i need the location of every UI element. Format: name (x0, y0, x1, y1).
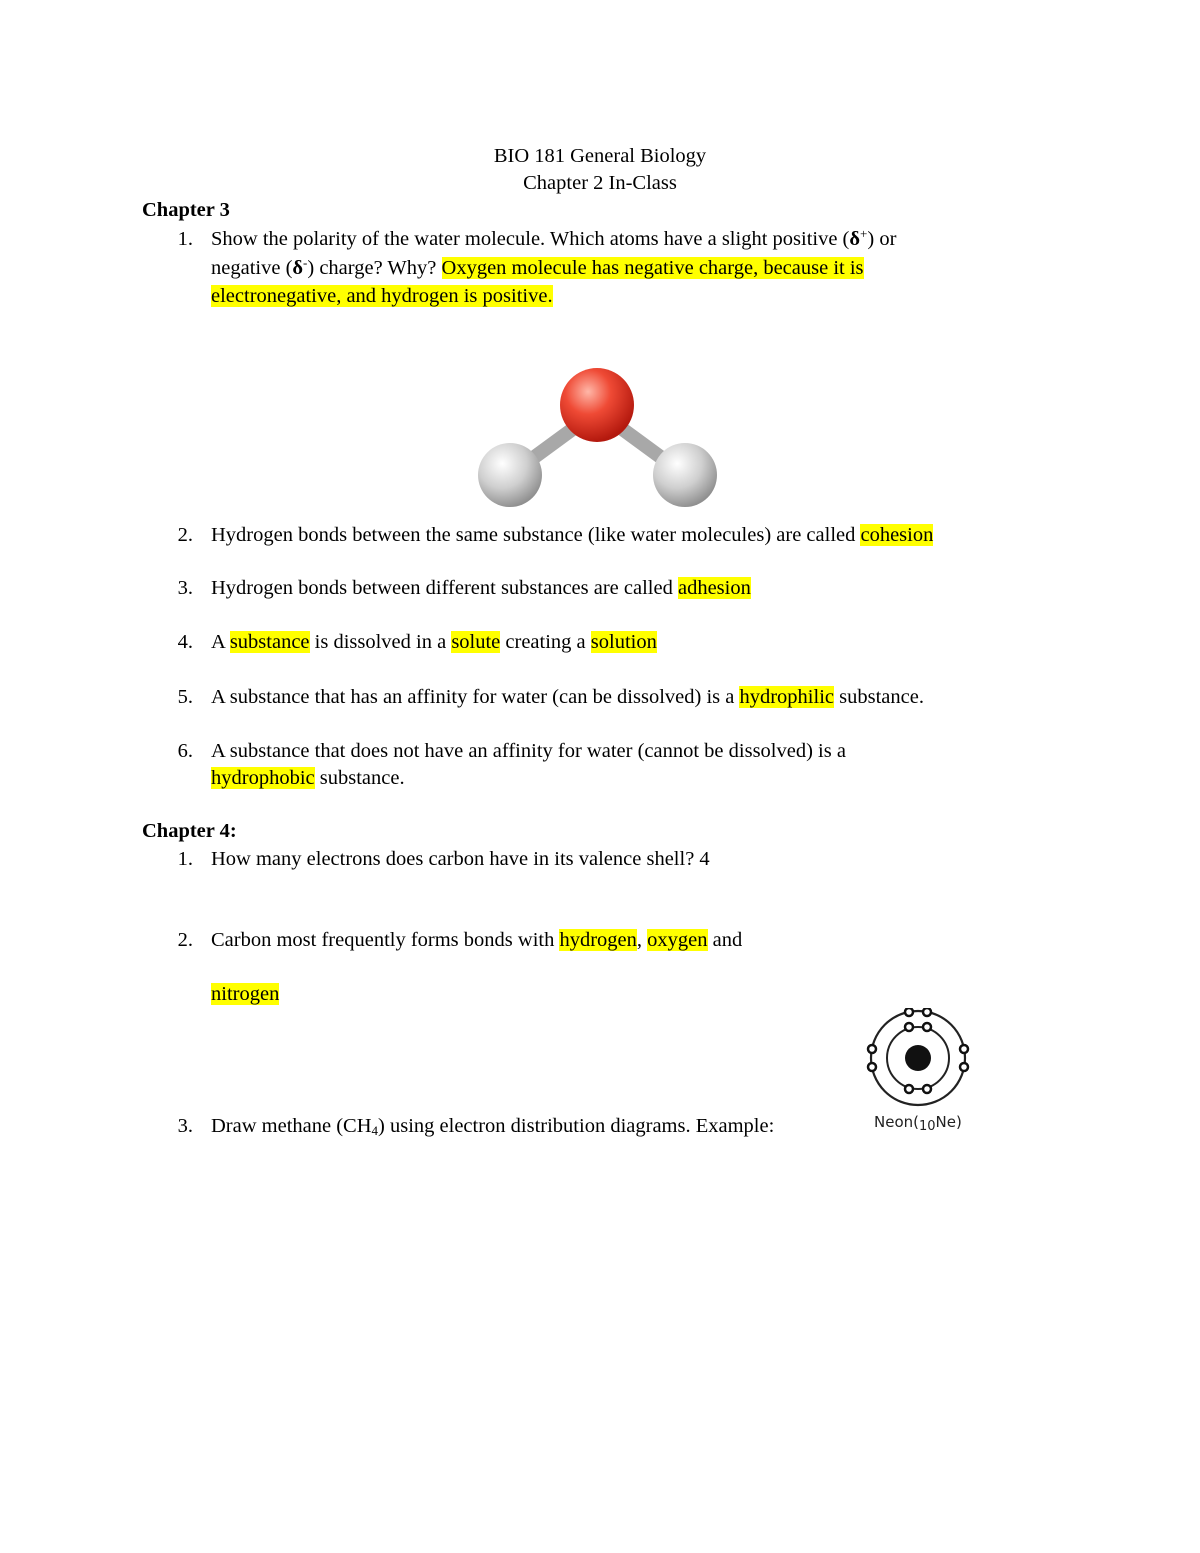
answer-highlight: cohesion (860, 524, 934, 546)
document-subtitle: Chapter 2 In-Class (523, 172, 677, 194)
question-number: 6. (177, 740, 193, 762)
question-4: A substance is dissolved in a solute creating a solution (211, 631, 657, 653)
question-number: 2. (177, 929, 193, 951)
electron (905, 1023, 913, 1031)
question-number: 3. (177, 577, 193, 599)
chapter-4-heading: Chapter 4: (142, 820, 237, 842)
answer-highlight: Oxygen molecule has negative charge, because it is (441, 257, 864, 279)
chapter-4-question-3: Draw methane $(CH_4)$ using electron distribution diagrams. Example: (211, 1115, 775, 1138)
answer-highlight: hydrophobic (211, 767, 315, 789)
question-3: Hydrogen bonds between different substances are called adhesion (211, 577, 751, 599)
answer-highlight: electronegative, and hydrogen is positive. (211, 285, 553, 307)
electron (960, 1063, 968, 1071)
answer-highlight: hydrophilic (739, 686, 834, 708)
question-1-line-1: Show the polarity of the water molecule. Which atoms have a slight positive (δ+) or (211, 226, 897, 250)
electron (905, 1008, 913, 1016)
answer-highlight: solution (590, 631, 657, 653)
neon-label: $Neon(_{10}Ne)$ (874, 1113, 962, 1134)
nucleus (905, 1045, 931, 1071)
question-1-line-3 (211, 285, 553, 308)
answer-highlight: adhesion (677, 577, 751, 599)
hydrogen-atom-right (653, 443, 717, 507)
hydrogen-atom-left (478, 443, 542, 507)
answer-highlight: solute (451, 631, 501, 653)
electron (923, 1008, 931, 1016)
water-molecule-image (470, 365, 730, 515)
answer-highlight: hydrogen (559, 929, 637, 951)
chapter-3-heading: Chapter 3 (142, 199, 230, 221)
question-6-line-1: A substance that does not have an affinity for water (cannot be dissolved) is a (211, 740, 846, 762)
electron (923, 1085, 931, 1093)
answer-highlight: nitrogen (211, 983, 280, 1005)
electron (868, 1045, 876, 1053)
electron (923, 1023, 931, 1031)
oxygen-atom (560, 368, 634, 442)
question-5: A substance that has an affinity for water (can be dissolved) is a hydrophilic substance. (211, 686, 924, 708)
electron (960, 1045, 968, 1053)
neon-electron-diagram (866, 1008, 970, 1110)
question-number: 3. (177, 1115, 193, 1137)
question-number: 1. (177, 848, 193, 870)
answer-highlight: oxygen (647, 929, 708, 951)
electron (905, 1085, 913, 1093)
question-number: 2. (177, 524, 193, 546)
question-2: Hydrogen bonds between the same substance (like water molecules) are called cohesion (211, 524, 934, 546)
question-number: 4. (177, 631, 193, 653)
chapter-4-question-2: Carbon most frequently forms bonds with hydrogen, oxygen and (211, 929, 743, 951)
electron (868, 1063, 876, 1071)
answer-highlight: substance (229, 631, 310, 653)
question-number: 5. (177, 686, 193, 708)
question-6-line-2: hydrophobic substance. (211, 767, 405, 789)
chapter-4-question-1: How many electrons does carbon have in its valence shell? 4 (211, 848, 710, 870)
document-title: BIO 181 General Biology (493, 145, 707, 167)
question-number: 1. (177, 228, 193, 250)
chapter-4-question-2-cont (211, 983, 279, 1006)
question-1-line-2: negative (δ-) charge? Why? Oxygen molecule has negative charge, because it is (211, 255, 864, 279)
